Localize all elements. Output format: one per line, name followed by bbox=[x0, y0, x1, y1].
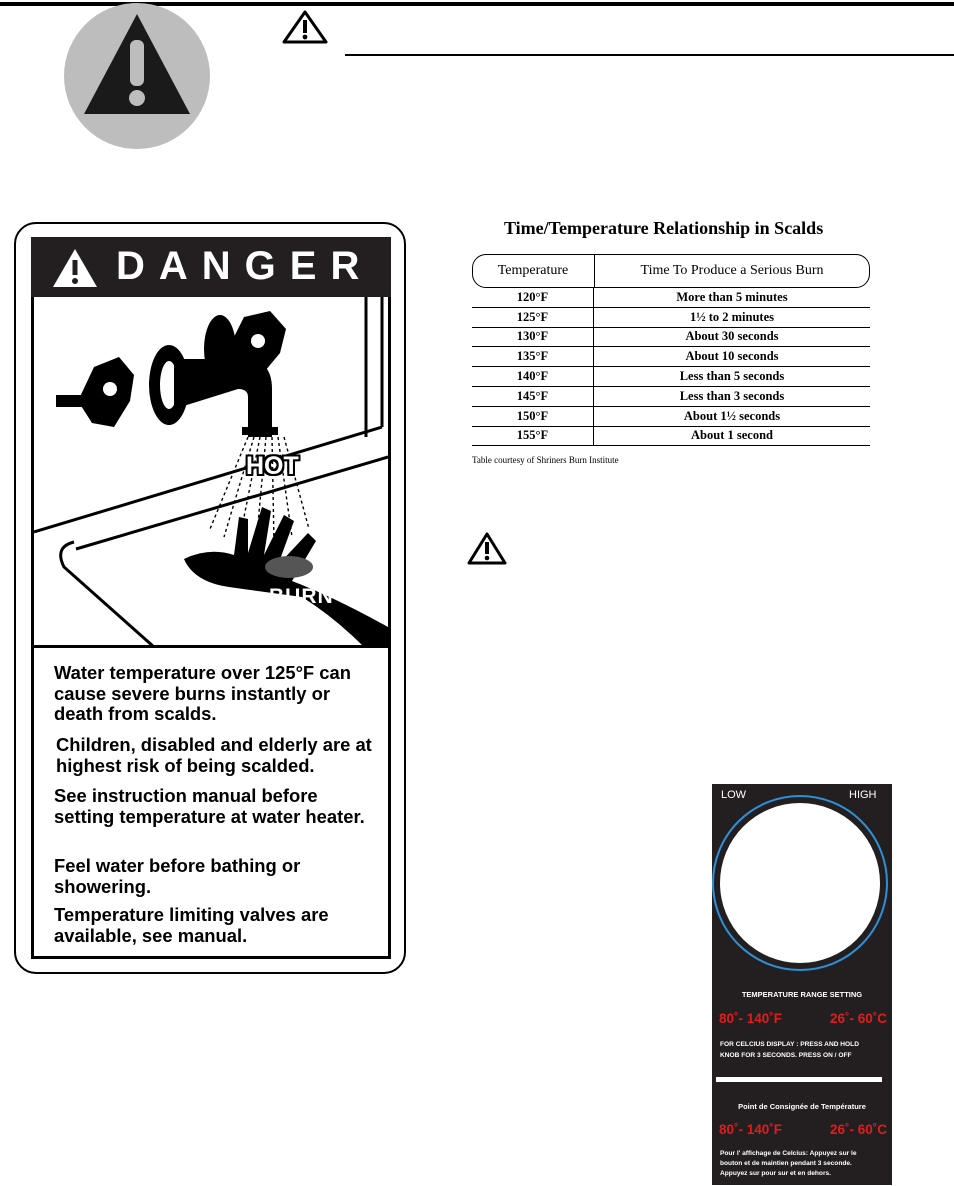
time-cell: About 30 seconds bbox=[685, 329, 779, 344]
burn-label: BURN bbox=[269, 585, 334, 608]
table-row bbox=[472, 347, 870, 367]
hot-label: HOT bbox=[246, 452, 299, 480]
warning-icon bbox=[282, 10, 328, 44]
warning-paragraph: See instruction manual before setting temperature at water heater. bbox=[54, 785, 365, 827]
danger-title: DANGER bbox=[116, 244, 374, 288]
warning-paragraph: Children, disabled and elderly are at highest risk of being scalded. bbox=[56, 734, 372, 776]
time-cell: More than 5 minutes bbox=[676, 289, 788, 304]
danger-warning-icon bbox=[51, 247, 99, 289]
temperature-cell: 120°F bbox=[472, 288, 594, 307]
celsius-note-en: KNOB FOR 3 SECONDS. PRESS ON / OFF bbox=[720, 1052, 852, 1059]
dial-high-label: HIGH bbox=[849, 789, 877, 801]
header-rule bbox=[345, 54, 954, 56]
celsius-note-fr: bouton et de maintien pendant 3 seconde. bbox=[720, 1160, 852, 1167]
temperature-knob[interactable] bbox=[720, 803, 880, 963]
time-cell: Less than 3 seconds bbox=[679, 388, 785, 403]
warning-paragraph: Temperature limiting valves are available, see manual. bbox=[54, 904, 329, 946]
range-celsius: 26˚- 60˚C bbox=[830, 1011, 888, 1026]
table-row bbox=[472, 328, 870, 348]
label-divider bbox=[31, 645, 391, 648]
table-row bbox=[472, 288, 870, 308]
scald-illustration bbox=[34, 297, 388, 647]
table-row bbox=[472, 427, 870, 447]
table-row bbox=[472, 308, 870, 328]
warning-paragraph: Water temperature over 125°F can cause severe burns instantly or death from scalds. bbox=[54, 662, 351, 724]
temperature-cell: 135°F bbox=[472, 347, 594, 366]
time-cell: About 1 second bbox=[691, 428, 773, 443]
table-row bbox=[472, 387, 870, 407]
time-cell: About 1½ seconds bbox=[683, 408, 781, 423]
range-fahrenheit: 80˚- 140˚F bbox=[719, 1011, 783, 1026]
warning-icon bbox=[467, 532, 507, 565]
celsius-note-fr: Appuyez sur pour sur et en dehors. bbox=[720, 1170, 832, 1177]
temperature-cell: 155°F bbox=[472, 427, 594, 446]
column-header-temperature: Temperature bbox=[497, 263, 569, 278]
temperature-cell: 125°F bbox=[472, 308, 594, 327]
range-title-en: TEMPERATURE RANGE SETTING bbox=[741, 990, 863, 999]
dial-divider bbox=[716, 1077, 882, 1082]
temperature-cell: 145°F bbox=[472, 387, 594, 406]
table-row bbox=[472, 367, 870, 387]
large-warning-icon bbox=[60, 2, 215, 150]
temperature-cell: 130°F bbox=[472, 328, 594, 347]
celsius-note-fr: Pour l' affichage de Celcius: Appuyez sur le bbox=[720, 1150, 857, 1157]
temperature-cell: 150°F bbox=[472, 407, 594, 426]
table-title: Time/Temperature Relationship in Scalds bbox=[504, 218, 824, 238]
table-credit: Table courtesy of Shriners Burn Institute bbox=[472, 455, 619, 465]
time-cell: Less than 5 seconds bbox=[679, 369, 785, 384]
column-header-time: Time To Produce a Serious Burn bbox=[640, 263, 824, 278]
range-celsius-fr: 26˚- 60˚C bbox=[830, 1122, 888, 1137]
time-cell: About 10 seconds bbox=[685, 349, 779, 364]
table-row bbox=[472, 407, 870, 427]
dial-low-label: LOW bbox=[721, 789, 747, 801]
warning-paragraph: Feel water before bathing or showering. bbox=[54, 855, 301, 897]
temperature-cell: 140°F bbox=[472, 367, 594, 386]
faucet-handle-left bbox=[56, 357, 134, 427]
range-fahrenheit-fr: 80˚- 140˚F bbox=[719, 1122, 783, 1137]
range-title-fr: Point de Consignée de Température bbox=[738, 1102, 866, 1111]
celsius-note-en: FOR CELCIUS DISPLAY : PRESS AND HOLD bbox=[720, 1041, 859, 1048]
time-cell: 1½ to 2 minutes bbox=[689, 309, 775, 324]
